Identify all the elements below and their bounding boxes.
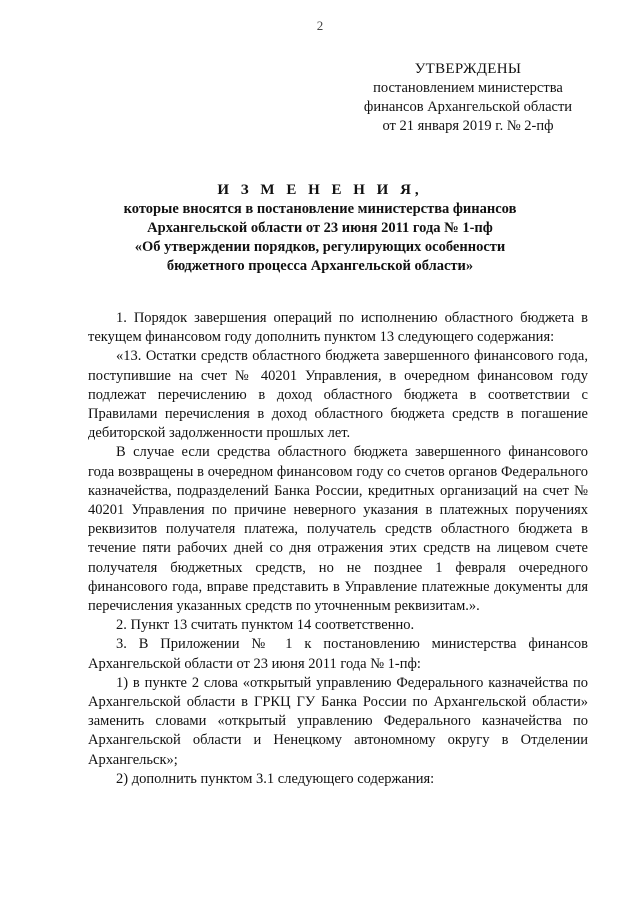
paragraph: В случае если средства областного бюджета завершенного финансового года возвращены в очередном финансовом году со счетов органов Федерального казначейства, подразделений Банка России, кредитных организаций на счет № 40201 Управления по причине неверного указания в платежных поручениях реквизитов получателя платежа, получатель средств областного бюджета в течение пяти рабочих дней со дня отражения этих средств на лицевом счете получателя бюджетных средств, но не позднее 1 февраля очередного финансового года, вправе представить в Управление платежные документы для перечисления указанных средств по уточненным реквизитам.». xyxy=(88,444,588,615)
paragraph: «13. Остатки средств областного бюджета завершенного финансового года, поступившие на счет № 40201 Управления, в очередном финансовом году подлежат перечислению в доход областного бюджета в соответствии с Правилами перечисления в доход областного бюджета средств в погашение дебиторской задолженности прошлых лет. xyxy=(88,348,588,442)
paragraph: 2) дополнить пунктом 3.1 следующего содержания: xyxy=(116,770,435,787)
paragraph: 1. Порядок завершения операций по исполнению областного бюджета в текущем финансовом году дополнить пунктом 13 следующего содержания: xyxy=(88,310,588,346)
approval-heading: УТВЕРЖДЕНЫ xyxy=(414,61,522,77)
approval-line: финансов Архангельской области xyxy=(363,99,573,115)
title-heading: И З М Е Н Е Н И Я, xyxy=(217,182,423,198)
title-line: «Об утверждении порядков, регулирующих особенности xyxy=(134,239,506,255)
page-number: 2 xyxy=(316,18,324,33)
approval-line: постановлением министерства xyxy=(373,80,563,96)
paragraph: 1) в пункте 2 слова «открытый управлению Федерального казначейства по Архангельской области в ГРКЦ ГУ Банка России по Архангельской области» заменить словами «открытый управлению Федерального казначейства по Архангельской области и Ненецкому автономному округу в Отделении Архангельск»; xyxy=(88,674,588,768)
paragraph: 3. В Приложении № 1 к постановлению министерства финансов Архангельской области от 23 июня 2011 года № 1-пф: xyxy=(88,636,588,672)
approval-line: от 21 января 2019 г. № 2-пф xyxy=(382,118,554,134)
document-body xyxy=(88,309,588,789)
approval-stamp xyxy=(338,60,598,136)
title-line: бюджетного процесса Архангельской области» xyxy=(166,258,474,274)
document-title xyxy=(60,181,580,276)
paragraph: 2. Пункт 13 считать пунктом 14 соответственно. xyxy=(116,617,415,634)
title-line: Архангельской области от 23 июня 2011 года № 1-пф xyxy=(147,220,493,236)
title-line: которые вносятся в постановление министерства финансов xyxy=(123,201,517,217)
